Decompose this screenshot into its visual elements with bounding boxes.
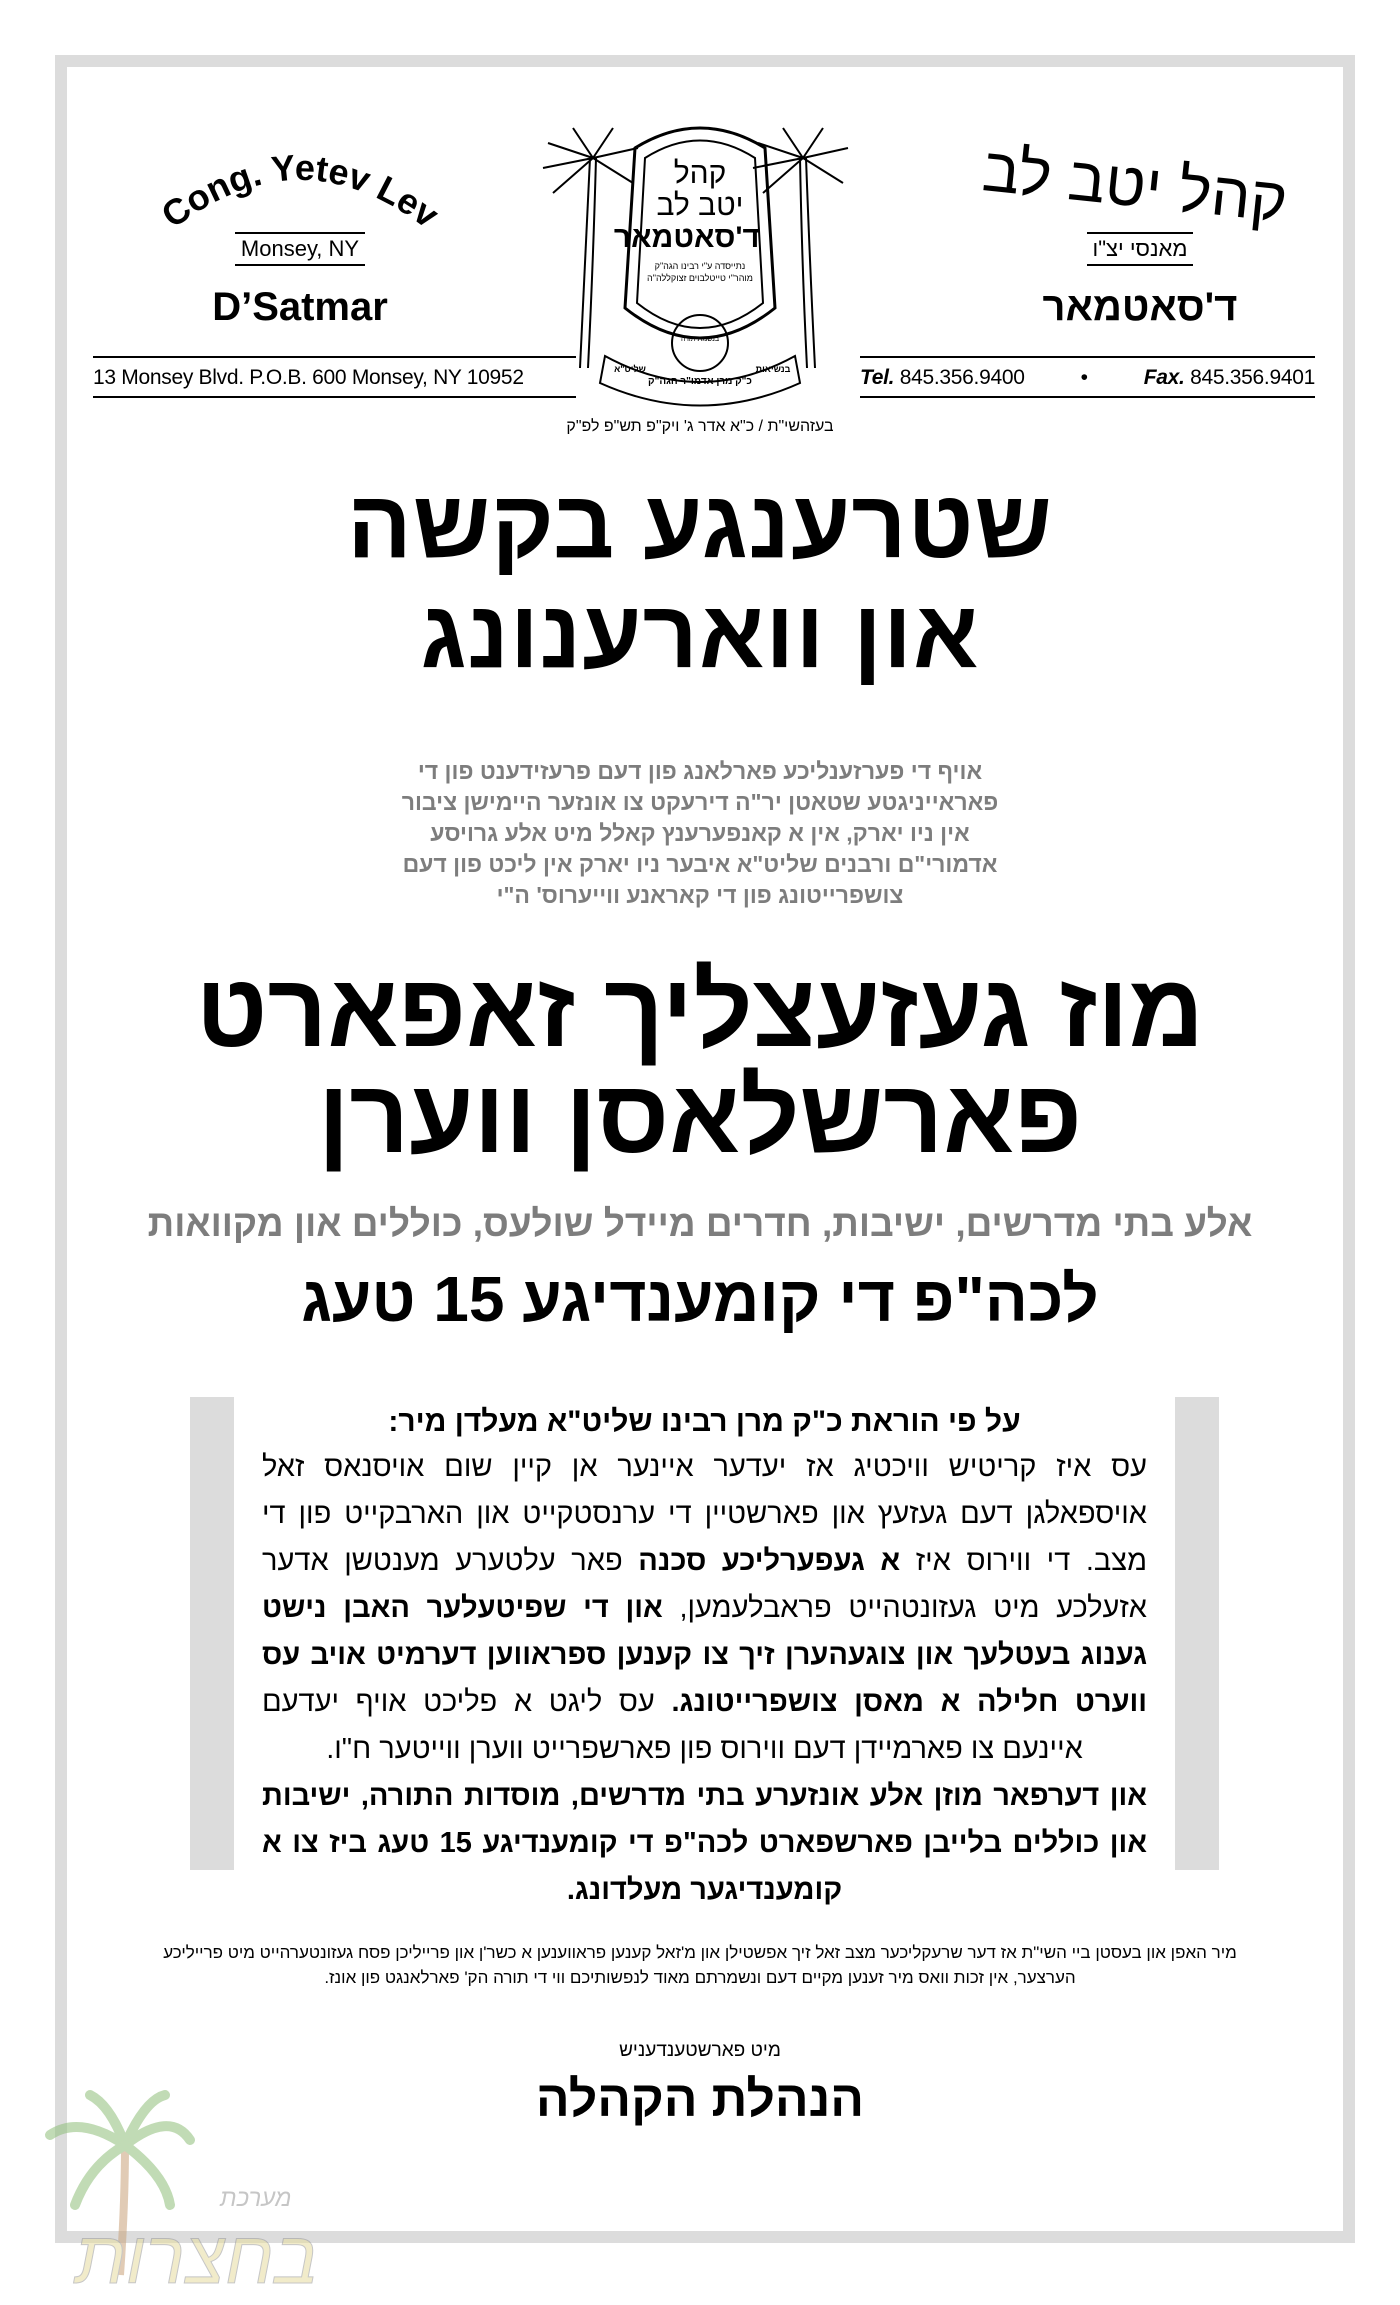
english-city: Monsey, NY — [190, 232, 410, 266]
hebrew-satmar: ד'סאטמאר — [1042, 285, 1238, 329]
contact-bar — [860, 356, 1315, 398]
svg-text:Cong. Yetev Lev: Cong. Yetev Lev — [153, 146, 447, 236]
box-right-bar — [1175, 1397, 1219, 1870]
hebrew-congregation-name: קהל יטב לב — [979, 135, 1291, 236]
duration-line: לכה"פ די קומענדיגע 15 טעג — [301, 1263, 1099, 1335]
logo-banner-center: כ"ק מרן אדמו"ר הגה"ק — [648, 376, 752, 387]
separator: • — [1080, 366, 1088, 389]
watermark-text-1: מערכת — [220, 2185, 292, 2212]
closing: מיט פארשטענדעניש — [619, 2040, 781, 2061]
address: 13 Monsey Blvd. P.O.B. 600 Monsey, NY 10952 — [93, 366, 524, 389]
intro-paragraph: אויף די פערזענליכע פארלאנג פון דעם פרעזידענט פון די פאראייניגטע שטאטן יר"ה דירעקט צו אונזער היימישן ציבור אין ניו יארק, אין א קאנפערענץ קאלל מיט אלע גרויסע אדמורי"ם ורבנים שליט"א איבער ניו יארק אין ליכט פון דעם צושפרייטונג פון די קאראנע ווייערוס' ה"י — [401, 758, 999, 908]
logo-banner-left: שליט"א — [614, 364, 646, 374]
footer-note: מיר האפן און בעסטן ביי השי"ת אז דער שרעקליכער מצב זאל זיך אפשטילן און מ'זאל קענען פראווענען א כשר'ן און פרייליכן פסח געזונטערהייט מיט פרייליכע הערצער, אין זכות וואס מיר זענען מקיים דעם ונשמרתם מאוד לנפשותיכם ווי די תורה הק' פארלאנגט פון אונז. — [163, 1943, 1237, 1987]
hebrew-city: מאנסי יצ"ו — [1040, 232, 1240, 266]
box-left-bar — [190, 1397, 234, 1870]
main-headline: מוז געזעצליך זאפארט פארשלאסן ווערן — [195, 953, 1205, 1175]
box-paragraph-1: עס איז קריטיש וויכטיג אז יעדער איינער אן קיין שום אויסנאס זאל אויספאלגן דעם געזעץ און פארשטיין די ערנסטקייט און הארבקייט פון די מצב. די ווירוס איז א געפערליכע סכנה פאר עלטערע מענטשן אדער אזעלכע מיט געזונטהייט פראבלעמען, און די שפיטעלער האבן נישט גענוג בעטלעך און צוגעהערן זיך צו קענען ספראווען דערמיט אויב עס ווערט חלילה א מאסן צושפרייטונג. עס ליגט א פליכט אויף יעדעם איינעם צו פארמיידן דעם ווירוס פון פארשפרייט ווערן ווייטער ח"ו. — [262, 1451, 1148, 1765]
logo-banner-right: בנשיאות — [755, 364, 791, 374]
logo-text: קהל יטב לב ד'סאטמאר נתייסדה ע"י רבינו הגה"ק מוהר"י טייטלבוים זצוקללה"ה — [613, 157, 760, 283]
institutions-line: אלע בתי מדרשים, ישיבות, חדרים מיידל שולעס, כוללים און מקוואות — [147, 1203, 1253, 1244]
phone: Tel. 845.356.9400 — [860, 366, 1025, 389]
page-title: שטרענגע בקשה און ווארענונג — [347, 471, 1053, 688]
box-paragraph-2: און דערפאר מוזן אלע אונזערע בתי מדרשים, מוסדות התורה, ישיבות און כוללים בלייבן פארשפארט לכה"פ די קומענדיגע 15 טעג ביז צו א קומענדיגער מעלדונג. — [262, 1780, 1147, 1906]
watermark-logo — [20, 2085, 380, 2299]
watermark-text-2: בחצרות — [75, 2216, 319, 2299]
address-bar — [93, 356, 576, 398]
congregation-logo — [510, 118, 890, 408]
logo-small-text: בנשמת תורה — [680, 336, 720, 343]
box-heading: על פי הוראת כ"ק מרן רבינו שליט"א מעלדן מיר: — [388, 1405, 1021, 1438]
fax: Fax. 845.356.9401 — [1143, 366, 1315, 389]
notice-box — [262, 1400, 1147, 1914]
english-satmar: D’Satmar — [212, 285, 388, 329]
date-line: בעזהשי"ת / כ"א אדר ג' ויק"פ תש"פ לפ"ק — [566, 418, 834, 435]
signature: הנהלת הקהלה — [535, 2071, 865, 2127]
